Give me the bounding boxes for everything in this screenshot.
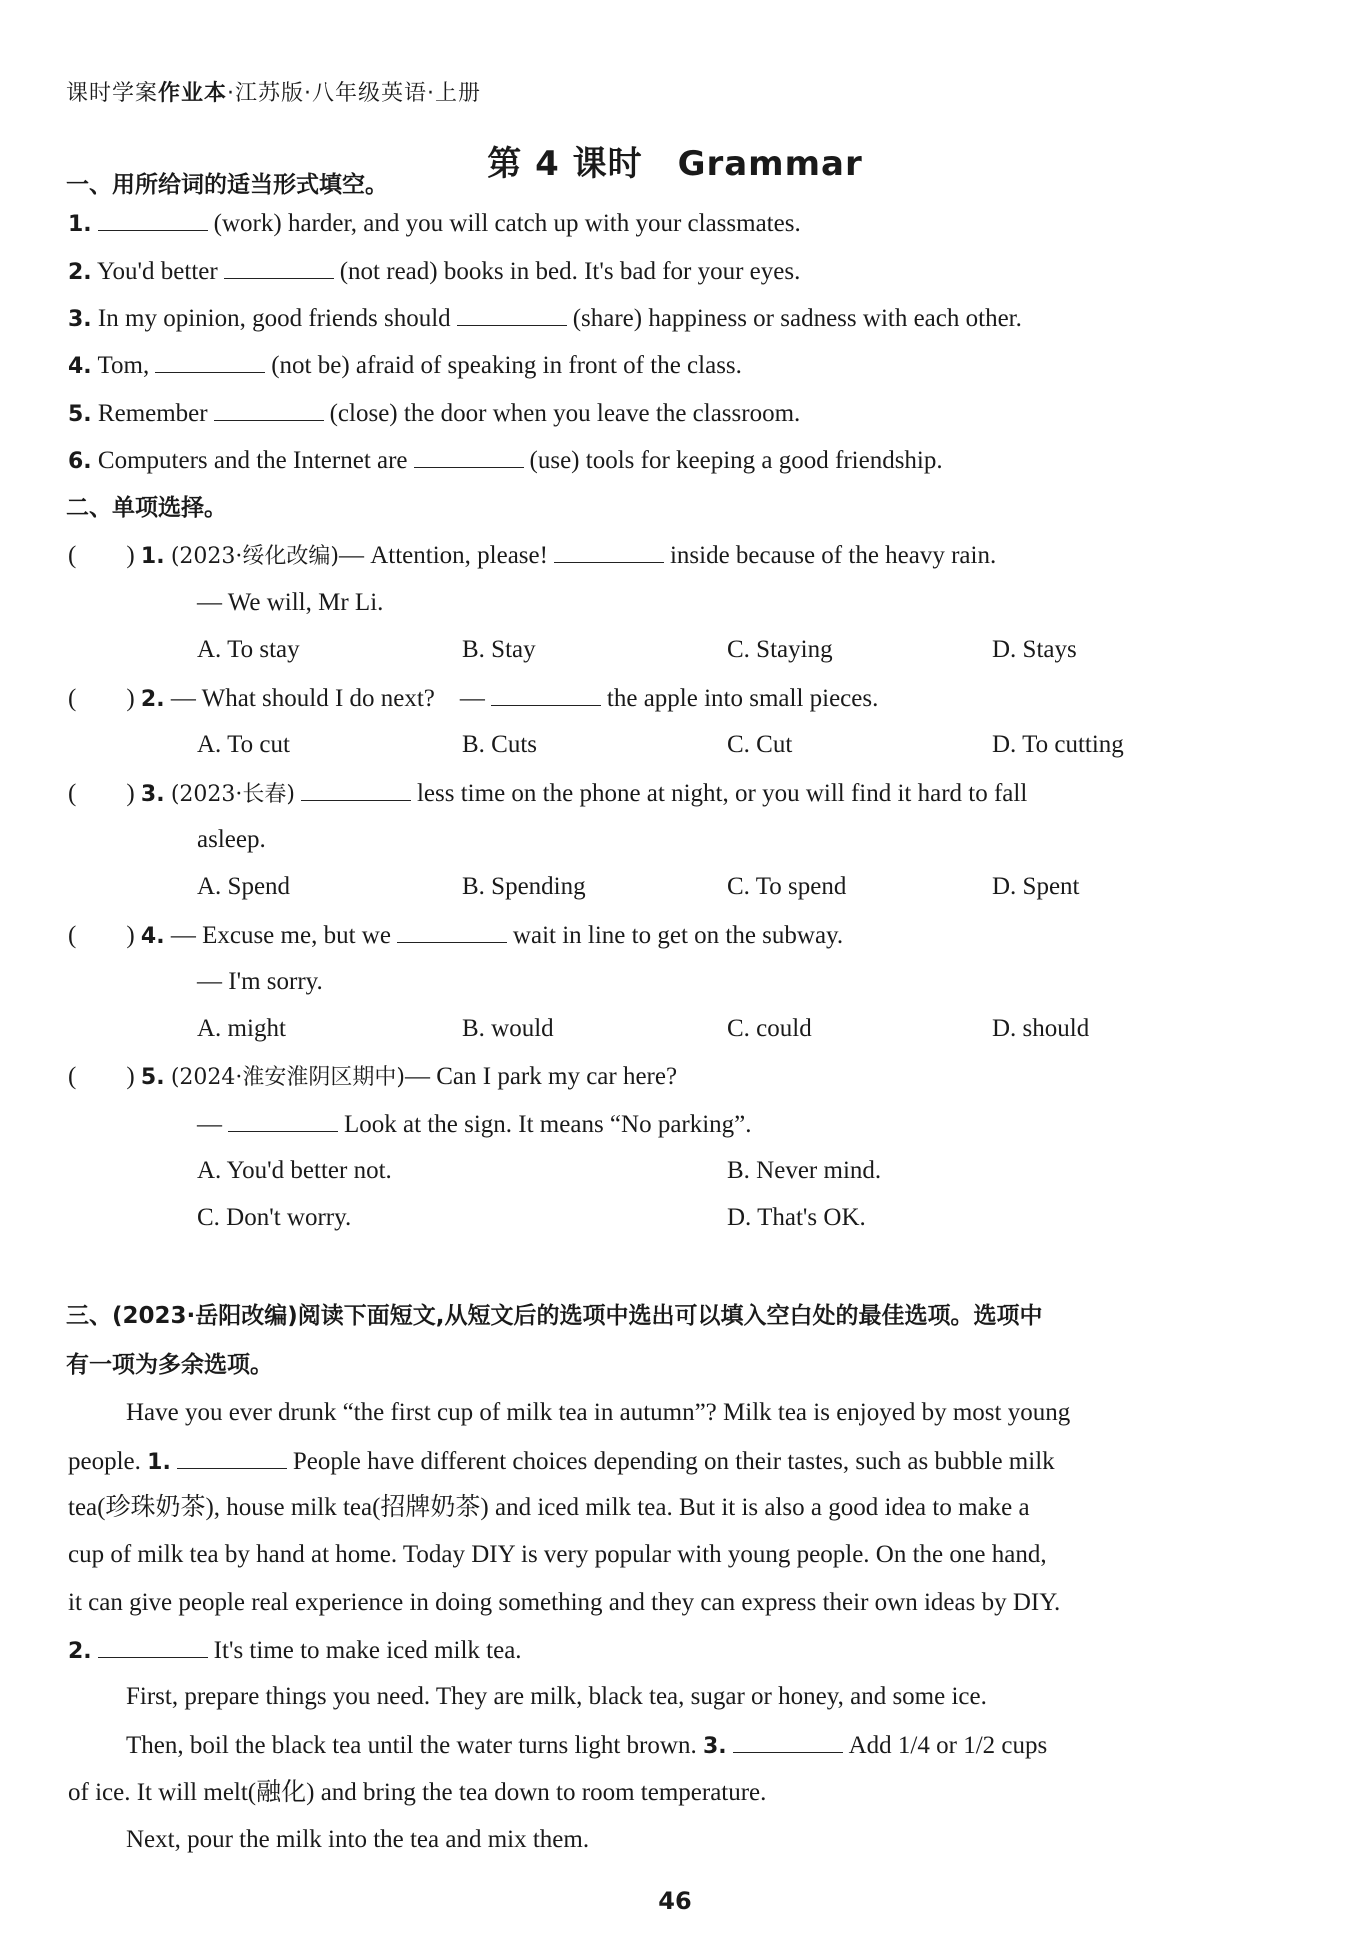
q4-option-a[interactable]: A. might xyxy=(197,1015,286,1042)
q1-option-c[interactable]: C. Staying xyxy=(727,636,833,663)
answer-blank[interactable] xyxy=(301,778,411,801)
answer-blank[interactable] xyxy=(491,683,601,706)
answer-blank[interactable] xyxy=(554,540,664,563)
part3-heading-cont: 有一项为多余选项。 xyxy=(66,1352,273,1378)
fill-item-5: 5. Remember (close) the door when you leave the classroom. xyxy=(68,400,801,427)
passage-line: cup of milk tea by hand at home. Today DIY is very popular with young people. On the one hand, xyxy=(68,1541,1047,1568)
mc-question-2: ( ) 2. — What should I do next? — the apple into small pieces. xyxy=(68,685,879,712)
page-number: 46 xyxy=(658,1887,692,1915)
mc-question-4: ( ) 4. — Excuse me, but we wait in line to get on the subway. xyxy=(68,922,844,949)
answer-blank[interactable] xyxy=(155,350,265,373)
answer-paren[interactable]: ( ) xyxy=(68,780,135,807)
q3-option-a[interactable]: A. Spend xyxy=(197,873,291,900)
running-header xyxy=(66,76,481,107)
q2-option-d[interactable]: D. To cutting xyxy=(992,731,1124,758)
q5-option-b[interactable]: B. Never mind. xyxy=(727,1157,882,1184)
header-meta: ·江苏版·八年级英语·上册 xyxy=(227,81,482,106)
passage-line: 2. It's time to make iced milk tea. xyxy=(68,1637,522,1664)
answer-blank[interactable] xyxy=(214,398,324,421)
fill-item-6: 6. Computers and the Internet are (use) tools for keeping a good friendship. xyxy=(68,447,943,474)
answer-paren[interactable]: ( ) xyxy=(68,542,135,569)
q1-option-b[interactable]: B. Stay xyxy=(462,636,536,663)
mc-question-1: ( ) 1. (2023·绥化改编)— Attention, please! inside because of the heavy rain. xyxy=(68,542,997,569)
answer-paren[interactable]: ( ) xyxy=(68,685,135,712)
q1-option-a[interactable]: A. To stay xyxy=(197,636,300,663)
header-book: 作业本 xyxy=(158,81,228,106)
mc-q4-reply: — I'm sorry. xyxy=(197,968,323,995)
q4-option-c[interactable]: C. could xyxy=(727,1015,812,1042)
passage-line: people. 1. People have different choices depending on their tastes, such as bubble milk xyxy=(68,1448,1055,1475)
answer-blank[interactable] xyxy=(397,920,507,943)
passage-line: of ice. It will melt(融化) and bring the tea down to room temperature. xyxy=(68,1779,767,1806)
passage-line: First, prepare things you need. They are milk, black tea, sugar or honey, and some ice. xyxy=(126,1683,987,1710)
answer-blank[interactable] xyxy=(98,208,208,231)
part3-heading: 三、(2023·岳阳改编)阅读下面短文,从短文后的选项中选出可以填入空白处的最佳选项。选项中 xyxy=(66,1303,1043,1329)
answer-blank[interactable] xyxy=(457,303,567,326)
q4-option-d[interactable]: D. should xyxy=(992,1015,1090,1042)
q2-option-c[interactable]: C. Cut xyxy=(727,731,793,758)
q5-option-a[interactable]: A. You'd better not. xyxy=(197,1157,392,1184)
answer-blank[interactable] xyxy=(177,1446,287,1469)
answer-blank[interactable] xyxy=(733,1730,843,1753)
answer-paren[interactable]: ( ) xyxy=(68,922,135,949)
header-series: 课时学案 xyxy=(66,81,159,106)
mc-q1-reply: — We will, Mr Li. xyxy=(197,589,384,616)
fill-item-3: 3. In my opinion, good friends should (share) happiness or sadness with each other. xyxy=(68,305,1022,332)
passage-line: tea(珍珠奶茶), house milk tea(招牌奶茶) and iced milk tea. But it is also a good idea to make a xyxy=(68,1494,1030,1521)
q1-option-d[interactable]: D. Stays xyxy=(992,636,1077,663)
page-title: 第 4 课时 Grammar xyxy=(487,144,863,184)
q3-option-c[interactable]: C. To spend xyxy=(727,873,847,900)
q2-option-a[interactable]: A. To cut xyxy=(197,731,290,758)
fill-item-2: 2. You'd better (not read) books in bed. It's bad for your eyes. xyxy=(68,258,801,285)
answer-paren[interactable]: ( ) xyxy=(68,1063,135,1090)
passage-line: Next, pour the milk into the tea and mix them. xyxy=(126,1826,590,1853)
answer-blank[interactable] xyxy=(414,445,524,468)
q4-option-b[interactable]: B. would xyxy=(462,1015,554,1042)
answer-blank[interactable] xyxy=(98,1635,208,1658)
passage-line: Then, boil the black tea until the water turns light brown. 3. Add 1/4 or 1/2 cups xyxy=(126,1732,1048,1759)
fill-item-1: 1. (work) harder, and you will catch up with your classmates. xyxy=(68,210,801,237)
part2-heading: 二、单项选择。 xyxy=(66,495,227,521)
q5-option-c[interactable]: C. Don't worry. xyxy=(197,1204,352,1231)
q2-option-b[interactable]: B. Cuts xyxy=(462,731,538,758)
q5-option-d[interactable]: D. That's OK. xyxy=(727,1204,866,1231)
q3-option-d[interactable]: D. Spent xyxy=(992,873,1080,900)
mc-question-5: ( ) 5. (2024·淮安淮阴区期中)— Can I park my car here? xyxy=(68,1063,678,1090)
part1-heading: 一、用所给词的适当形式填空。 xyxy=(66,172,388,198)
mc-q5-reply: — Look at the sign. It means “No parking”. xyxy=(197,1111,752,1138)
mc-question-3: ( ) 3. (2023·长春) less time on the phone at night, or you will find it hard to fall xyxy=(68,780,1028,807)
answer-blank[interactable] xyxy=(228,1109,338,1132)
passage-line: it can give people real experience in doing something and they can express their own ideas by DIY. xyxy=(68,1589,1061,1616)
mc-q3-continued: asleep. xyxy=(197,826,266,853)
answer-blank[interactable] xyxy=(224,256,334,279)
passage-line: Have you ever drunk “the first cup of milk tea in autumn”? Milk tea is enjoyed by most young xyxy=(126,1399,1071,1426)
fill-item-4: 4. Tom, (not be) afraid of speaking in front of the class. xyxy=(68,352,742,379)
q3-option-b[interactable]: B. Spending xyxy=(462,873,586,900)
